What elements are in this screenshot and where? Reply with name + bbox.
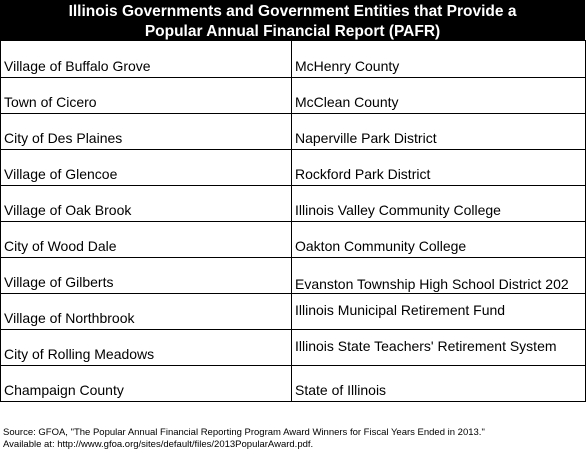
table-cell: Illinois State Teachers' Retirement System <box>292 330 586 366</box>
table-cell: City of Wood Dale <box>1 222 292 258</box>
table-cell: Oakton Community College <box>292 222 586 258</box>
table-cell: McClean County <box>292 78 586 114</box>
table-cell: Champaign County <box>1 366 292 402</box>
table-title <box>0 0 585 40</box>
table-cell: City of Rolling Meadows <box>1 330 292 366</box>
table-cell: Naperville Park District <box>292 114 586 150</box>
table-row <box>1 78 586 114</box>
entity-table <box>0 40 586 402</box>
table-cell: Village of Glencoe <box>1 150 292 186</box>
source-line-1: Source: GFOA, "The Popular Annual Financial Reporting Program Award Winners for Fiscal Years Ended in 2013." <box>3 427 485 438</box>
table-row <box>1 222 586 258</box>
table-title-line-1: Illinois Governments and Government Entities that Provide a <box>68 3 517 20</box>
table-row <box>1 330 586 366</box>
table-cell: Village of Northbrook <box>1 294 292 330</box>
source-line-2: Available at: http://www.gfoa.org/sites/default/files/2013PopularAward.pdf. <box>3 439 314 450</box>
table-cell: Village of Gilberts <box>1 258 292 294</box>
table-cell: Illinois Valley Community College <box>292 186 586 222</box>
table-cell: State of Illinois <box>292 366 586 402</box>
table-cell: Village of Oak Brook <box>1 186 292 222</box>
table-row <box>1 41 586 78</box>
table-row <box>1 258 586 294</box>
table-cell: McHenry County <box>292 41 586 78</box>
source-note <box>3 427 583 451</box>
table-cell: Illinois Municipal Retirement Fund <box>292 294 586 330</box>
table-row <box>1 150 586 186</box>
table-row <box>1 186 586 222</box>
table-cell: Rockford Park District <box>292 150 586 186</box>
table-cell: Village of Buffalo Grove <box>1 41 292 78</box>
table-cell: Evanston Township High School District 202 <box>292 258 586 294</box>
table-row <box>1 114 586 150</box>
table-row <box>1 294 586 330</box>
table-title-line-2: Popular Annual Financial Report (PAFR) <box>144 23 441 40</box>
table-cell: Town of Cicero <box>1 78 292 114</box>
table-row <box>1 366 586 402</box>
table-cell: City of Des Plaines <box>1 114 292 150</box>
